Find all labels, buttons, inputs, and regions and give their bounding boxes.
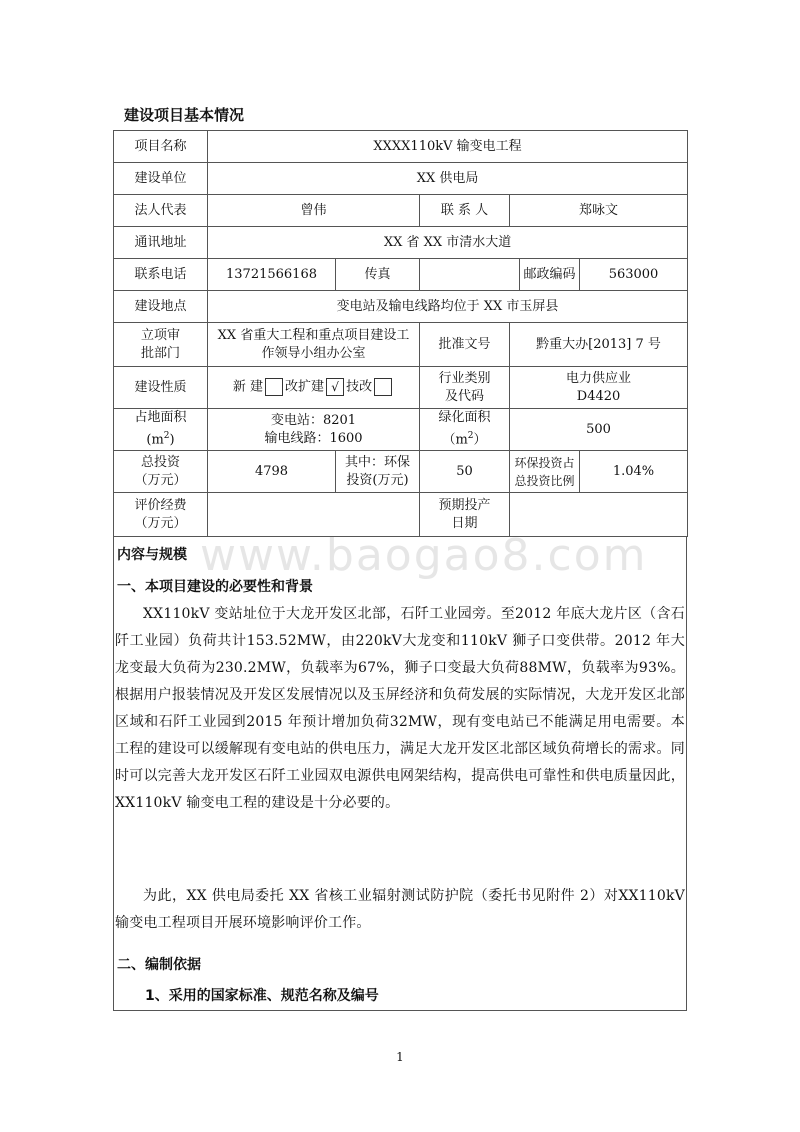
green-label-unit: （m xyxy=(442,432,468,448)
unit-value: XX 供电局 xyxy=(208,163,688,195)
legal-rep-value: 曾伟 xyxy=(208,195,420,227)
content-heading: 内容与规模 xyxy=(117,547,187,563)
paragraph-1: XX110kV 变站址位于大龙开发区北部，石阡工业园旁。至2012 年底大龙片区（含石阡工业园）负荷共计153.52MW，由220kV大龙变和110kV 狮子口变供带。2012 年大龙变最大负荷为230.2MW，负载率为67%，狮子口变最大负荷88MW，负载率为93%。根据用户报装情况及开发区发展情况以及玉屏经济和负荷发展的实际情况，大龙开发区北部区域和石阡工业园到2015 年预计增加负荷32MW，现有变电站已不能满足用电需要。本工程的建设可以缓解现有变电站的供电压力，满足大龙开发区北部区域负荷增长的需求。同时可以完善大龙开发区石阡工业园双电源供电网架结构，提高供电可靠性和供电质量因此，XX110kV 输变电工程的建设是十分必要的。 xyxy=(115,606,685,811)
table-row xyxy=(114,323,688,367)
postcode-value: 563000 xyxy=(580,259,688,291)
table-row xyxy=(114,367,688,409)
green-label-close: ） xyxy=(473,432,487,448)
page-title: 建设项目基本情况 xyxy=(124,106,245,124)
env-invest-label-line-1: 其中：环保 xyxy=(344,454,410,470)
env-invest-value: 50 xyxy=(420,451,510,493)
ratio-label xyxy=(510,451,580,493)
operation-label-line-2: 日期 xyxy=(451,515,478,531)
phone-label: 联系电话 xyxy=(114,259,208,291)
green-label-line-2 xyxy=(422,427,507,449)
area-label xyxy=(114,409,208,451)
address-label: 通讯地址 xyxy=(114,227,208,259)
green-label-sup: 2 xyxy=(467,431,474,442)
table-row xyxy=(114,227,688,259)
area-value xyxy=(208,409,420,451)
area-line-2: 输电线路：1600 xyxy=(264,430,363,446)
fax-label: 传真 xyxy=(336,259,420,291)
address-value: XX 省 XX 市清水大道 xyxy=(208,227,688,259)
contact-label: 联 系 人 xyxy=(420,195,510,227)
subsection-1-title: 1、采用的国家标准、规范名称及编号 xyxy=(145,988,379,1004)
nature-tech-checkbox[interactable] xyxy=(374,378,392,396)
industry-value xyxy=(510,367,688,409)
nature-new-checkbox[interactable] xyxy=(265,378,283,396)
green-label-line-1: 绿化面积 xyxy=(438,410,491,426)
industry-label-line-1: 行业类别 xyxy=(438,370,491,386)
area-label-line-1: 占地面积 xyxy=(134,410,187,426)
watermark: www.baogao8.com xyxy=(200,530,648,581)
area-label-close: ) xyxy=(169,432,175,448)
invest-label-line-1: 总投资 xyxy=(140,454,180,470)
approval-dept-label-line-1: 立项审 xyxy=(140,327,180,343)
paragraph-2: 为此，XX 供电局委托 XX 省核工业辐射测试防护院（委托书见附件 2）对XX110kV 输变电工程项目开展环境影响评价工作。 xyxy=(115,888,685,931)
table-row xyxy=(114,131,688,163)
ratio-label-line-1: 环保投资占 xyxy=(514,455,575,470)
table-row xyxy=(114,451,688,493)
area-label-unit: (m xyxy=(146,432,164,448)
project-name-label: 项目名称 xyxy=(114,131,208,163)
contact-value: 郑咏文 xyxy=(510,195,688,227)
table-row xyxy=(114,259,688,291)
industry-line-2: D4420 xyxy=(576,388,621,404)
nature-tech-label: 技改 xyxy=(346,379,373,395)
eval-cost-label-line-2: （万元） xyxy=(134,515,187,531)
area-label-line-2 xyxy=(116,427,205,449)
invest-label xyxy=(114,451,208,493)
phone-value: 13721566168 xyxy=(208,259,336,291)
ratio-value: 1.04% xyxy=(580,451,688,493)
nature-expand-checkbox[interactable]: √ xyxy=(326,378,344,396)
section-2-title: 二、编制依据 xyxy=(117,957,201,973)
approval-dept-line-1: XX 省重大工程和重点项目建设工 xyxy=(217,327,410,343)
area-line-1: 变电站：8201 xyxy=(270,412,357,428)
table-row xyxy=(114,163,688,195)
approval-no-value: 黔重大办[2013] 7 号 xyxy=(510,323,688,367)
invest-value: 4798 xyxy=(208,451,336,493)
env-invest-label xyxy=(336,451,420,493)
industry-label-line-2: 及代码 xyxy=(444,388,484,404)
operation-label-line-1: 预期投产 xyxy=(438,497,491,513)
page-number: 1 xyxy=(396,1050,404,1064)
green-value: 500 xyxy=(510,409,688,451)
approval-dept-line-2: 作领导小组办公室 xyxy=(261,345,366,361)
postcode-label: 邮政编码 xyxy=(520,259,580,291)
ratio-label-line-2: 总投资比例 xyxy=(514,473,575,488)
section-1-title: 一、本项目建设的必要性和背景 xyxy=(117,579,313,595)
unit-label: 建设单位 xyxy=(114,163,208,195)
eval-cost-label-line-1: 评价经费 xyxy=(134,497,187,513)
table-row xyxy=(114,195,688,227)
location-label: 建设地点 xyxy=(114,291,208,323)
project-name-value: XXXX110kV 输变电工程 xyxy=(208,131,688,163)
legal-rep-label: 法人代表 xyxy=(114,195,208,227)
table-row xyxy=(114,291,688,323)
industry-label xyxy=(420,367,510,409)
industry-line-1: 电力供应业 xyxy=(566,370,632,386)
table-row xyxy=(114,409,688,451)
invest-label-line-2: （万元） xyxy=(134,472,187,488)
eval-cost-label xyxy=(114,493,208,537)
env-invest-label-line-2: 投资(万元) xyxy=(346,472,409,488)
nature-options xyxy=(208,367,420,409)
approval-dept-label-line-2: 批部门 xyxy=(140,345,180,361)
area-label-sup: 2 xyxy=(163,431,170,442)
nature-new-label: 新 建 xyxy=(232,379,264,395)
approval-dept-value xyxy=(208,323,420,367)
green-label xyxy=(420,409,510,451)
fax-value xyxy=(420,259,520,291)
nature-label: 建设性质 xyxy=(114,367,208,409)
nature-expand-label: 改扩建 xyxy=(285,379,325,395)
approval-no-label: 批准文号 xyxy=(420,323,510,367)
project-info-table xyxy=(113,130,688,537)
location-value: 变电站及输电线路均位于 XX 市玉屏县 xyxy=(208,291,688,323)
approval-dept-label xyxy=(114,323,208,367)
